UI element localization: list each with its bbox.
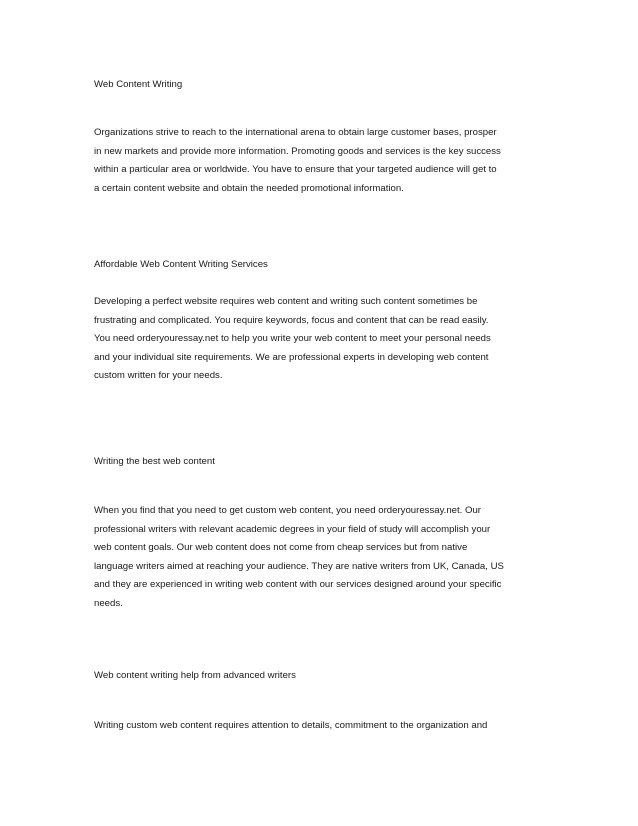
- heading-advanced-writers: [94, 667, 554, 686]
- heading-text: Web Content Writing: [94, 79, 183, 90]
- paragraph-when-you-find: [94, 502, 554, 614]
- paragraph-organizations: [94, 124, 554, 198]
- paragraph-line: custom written for your needs.: [94, 370, 223, 382]
- heading-text: Writing the best web content: [94, 456, 215, 467]
- paragraph-line: language writers aimed at reaching your audience. They are native writers from UK, Canada, US: [94, 560, 504, 572]
- paragraph-line: web content goals. Our web content does not come from cheap services but from native: [94, 542, 468, 554]
- paragraph-line: in new markets and provide more information. Promoting goods and services is the key success: [94, 145, 501, 157]
- heading-writing-best: [94, 453, 554, 472]
- heading-text: Affordable Web Content Writing Services: [94, 259, 268, 270]
- paragraph-line: and they are experienced in writing web content with our services designed around your specific: [94, 579, 502, 591]
- paragraph-line: and your individual site requirements. We are professional experts in developing web content: [94, 351, 489, 363]
- paragraph-writing-custom: [94, 717, 554, 736]
- paragraph-line: within a particular area or worldwide. You have to ensure that your targeted audience will get to: [94, 164, 497, 176]
- paragraph-line: You need orderyouressay.net to help you write your web content to meet your personal needs: [94, 333, 491, 345]
- paragraph-line: Organizations strive to reach to the international arena to obtain large customer bases, prosper: [94, 127, 497, 138]
- paragraph-line: a certain content website and obtain the needed promotional information.: [94, 182, 404, 194]
- heading-affordable-services: [94, 256, 554, 275]
- heading-web-content-writing: [94, 76, 554, 95]
- paragraph-line: professional writers with relevant academic degrees in your field of study will accomplish your: [94, 523, 491, 535]
- paragraph-line: frustrating and complicated. You require keywords, focus and content that can be read easily.: [94, 314, 489, 326]
- paragraph-developing: [94, 293, 554, 386]
- paragraph-line: Writing custom web content requires attention to details, commitment to the organization and: [94, 720, 488, 731]
- paragraph-line: needs.: [94, 597, 123, 609]
- heading-text: Web content writing help from advanced writers: [94, 670, 296, 681]
- paragraph-line: Developing a perfect website requires web content and writing such content sometimes be: [94, 296, 478, 307]
- paragraph-line: When you find that you need to get custom web content, you need orderyouressay.net. Our: [94, 505, 482, 516]
